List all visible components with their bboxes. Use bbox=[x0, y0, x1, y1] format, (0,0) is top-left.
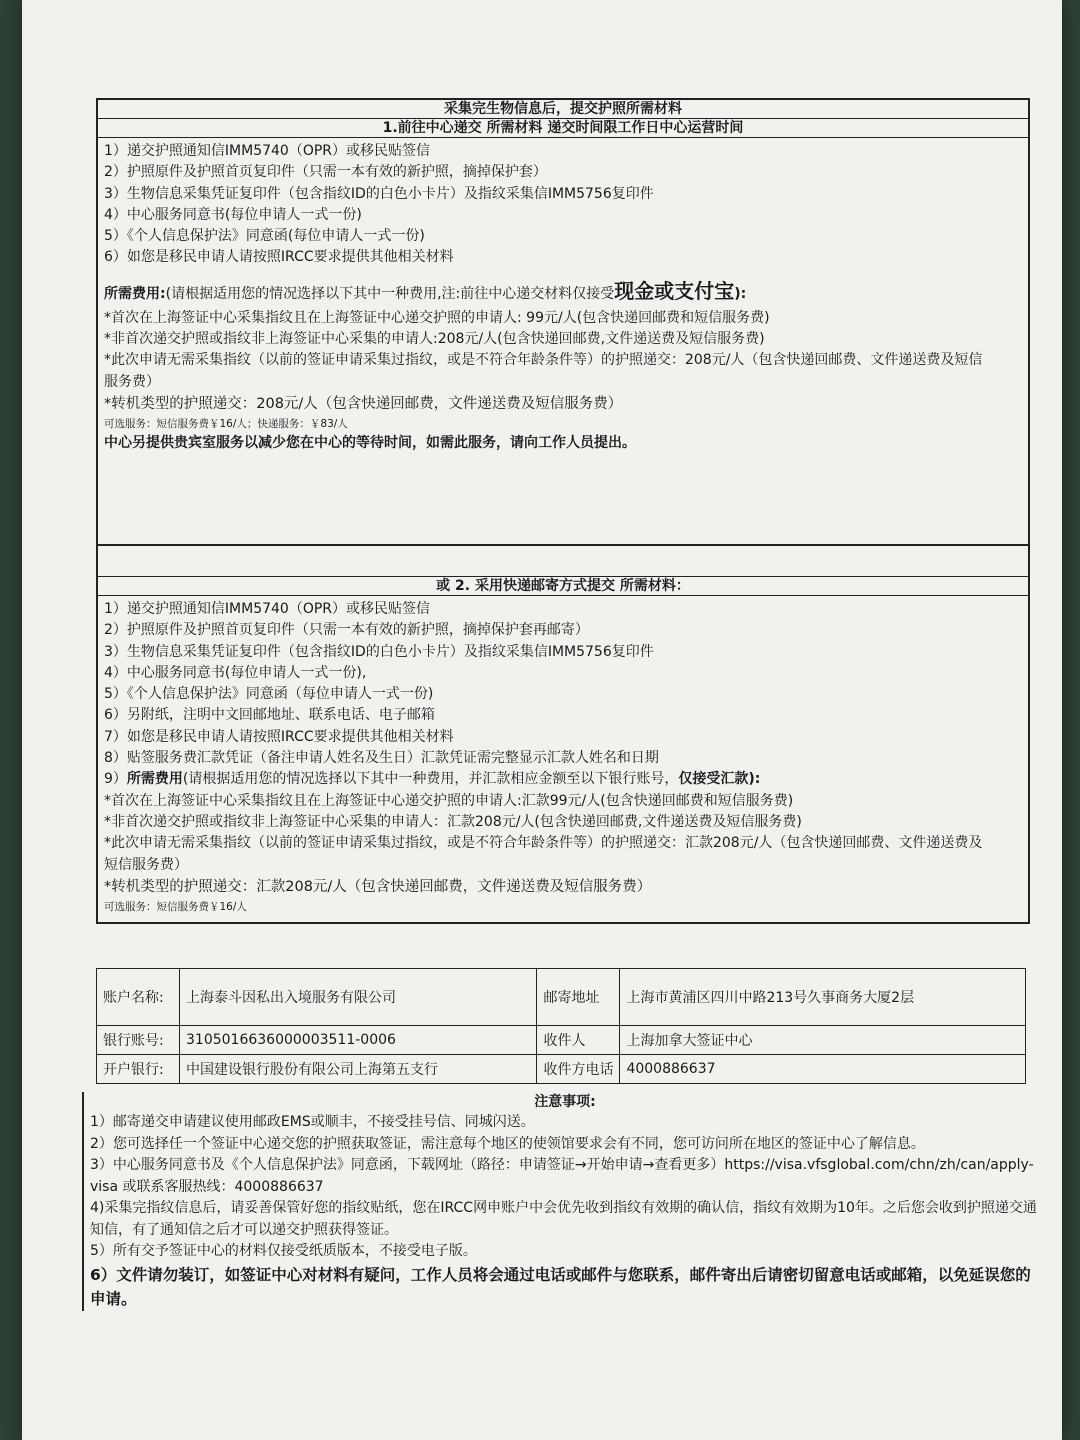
notes-section bbox=[82, 1092, 1040, 1311]
recipient-label: 收件人 bbox=[537, 1026, 620, 1055]
fee-payment-methods: 现金或支付宝 bbox=[614, 278, 735, 303]
fee-text: (请根据适用您的情况选择以下其中一种费用,注:前往中心递交材料仅接受 bbox=[165, 285, 615, 302]
sec2-item: 4）中心服务同意书(每位申请人一式一份), bbox=[104, 664, 367, 681]
table-row bbox=[97, 1055, 1026, 1084]
sec1-fee: *此次申请无需采集指纹（以前的签证申请采集过指纹，或是不符合年龄条件等）的护照递交：208元/人（包含快递回邮费、文件递送费及短信服务费） bbox=[104, 352, 983, 390]
fee-end: ): bbox=[734, 285, 747, 302]
sec1-item: 2）护照原件及护照首页复印件（只需一本有效的新护照，摘掉保护套） bbox=[104, 164, 547, 181]
sec1-item: 1）递交护照通知信IMM5740（OPR）或移民贴签信 bbox=[104, 143, 431, 159]
sec1-fee: *首次在上海签证中心采集指纹且在上海签证中心递交护照的申请人: 99元/人(包含快递回邮费和短信服务费) bbox=[104, 309, 770, 326]
sec2-item: 6）另附纸，注明中文回邮地址、联系电话、电子邮箱 bbox=[104, 707, 435, 724]
sec2-item: 3）生物信息采集凭证复印件（包含指纹ID的白色小卡片）及指纹采集信IMM5756复印件 bbox=[104, 643, 654, 660]
sec2-item: 7）如您是移民申请人请按照IRCC要求提供其他相关材料 bbox=[104, 728, 454, 745]
fee-label: 所需费用: bbox=[104, 285, 166, 302]
account-name-label: 账户名称: bbox=[97, 969, 180, 1026]
fee-payment-methods: 仅接受汇款 bbox=[678, 771, 749, 788]
note-item: 2）您可选择任一个签证中心递交您的护照获取签证，需注意每个地区的使领馆要求会有不同，您可访问所在地区的签证中心了解信息。 bbox=[90, 1135, 925, 1152]
document-page bbox=[22, 0, 1062, 1440]
account-no-label: 银行账号: bbox=[97, 1026, 180, 1055]
fee-number: 9） bbox=[104, 771, 127, 788]
account-name: 上海泰斗因私出入境服务有限公司 bbox=[180, 969, 537, 1026]
sec2-item: 5）《个人信息保护法》同意函（每位申请人一式一份) bbox=[104, 686, 434, 703]
sec1-fee: *非首次递交护照或指纹非上海签证中心采集的申请人:208元/人(包含快递回邮费,文件递送费及短信服务费) bbox=[104, 331, 765, 348]
sec1-item: 4）中心服务同意书(每位申请人一式一份) bbox=[104, 206, 362, 223]
sec2-fee: *首次在上海签证中心采集指纹且在上海签证中心递交护照的申请人:汇款99元/人(包含快递回邮费和短信服务费) bbox=[104, 792, 794, 809]
sec1-fee: *转机类型的护照递交：208元/人（包含快递回邮费，文件递送费及短信服务费） bbox=[104, 395, 623, 412]
table-row bbox=[97, 1026, 1026, 1055]
sec2-fee: *转机类型的护照递交：汇款208元/人（包含快递回邮费，文件递送费及短信服务费） bbox=[104, 878, 652, 895]
account-no: 3105016636000003511-0006 bbox=[180, 1026, 537, 1055]
sec2-optional-services: 可选服务：短信服务费￥16/人 bbox=[104, 900, 247, 913]
sec1-item: 3）生物信息采集凭证复印件（包含指纹ID的白色小卡片）及指纹采集信IMM5756复印件 bbox=[104, 185, 654, 202]
bank-label: 开户银行: bbox=[97, 1055, 180, 1084]
note-item: 1）邮寄递交申请建议使用邮政EMS或顺丰，不接受挂号信、同城闪送。 bbox=[90, 1114, 535, 1130]
sec1-item: 5）《个人信息保护法》同意函(每位申请人一式一份) bbox=[104, 228, 425, 245]
bank-name: 中国建设银行股份有限公司上海第五支行 bbox=[180, 1055, 537, 1084]
section1-title: 1.前往中心递交 所需材料 递交时间限工作日中心运营时间 bbox=[98, 119, 1028, 138]
sec1-item: 6）如您是移民申请人请按照IRCC要求提供其他相关材料 bbox=[104, 249, 454, 266]
mail-address: 上海市黄浦区四川中路213号久事商务大厦2层 bbox=[620, 969, 1026, 1026]
submission-form bbox=[96, 98, 1030, 924]
sec1-fee-intro bbox=[104, 277, 1022, 308]
bank-info-table bbox=[96, 968, 1026, 1084]
vip-service-note: 中心另提供贵宾室服务以减少您在中心的等待时间，如需此服务，请向工作人员提出。 bbox=[104, 434, 636, 451]
form-title: 采集完生物信息后，提交护照所需材料 bbox=[98, 100, 1028, 119]
sec2-fee-intro bbox=[104, 769, 1022, 790]
table-row bbox=[97, 969, 1026, 1026]
section1 bbox=[98, 138, 1028, 546]
sec2-fee: *非首次递交护照或指纹非上海签证中心采集的申请人：汇款208元/人(包含快递回邮费,文件递送费及短信服务费) bbox=[104, 813, 802, 830]
section2-title: 或 2. 采用快递邮寄方式提交 所需材料： bbox=[98, 576, 1028, 596]
sec1-optional-services: 可选服务：短信服务费￥16/人；快递服务：￥83/人 bbox=[104, 417, 348, 430]
section2 bbox=[98, 596, 1028, 922]
sec2-item: 2）护照原件及护照首页复印件（只需一本有效的新护照，摘掉保护套再邮寄） bbox=[104, 622, 589, 639]
recipient-phone: 4000886637 bbox=[620, 1055, 1026, 1084]
sec2-fee: *此次申请无需采集指纹（以前的签证申请采集过指纹，或是不符合年龄条件等）的护照递交：汇款208元/人（包含快递回邮费、文件递送费及短信服务费） bbox=[104, 835, 983, 873]
notes-title: 注意事项: bbox=[534, 1094, 596, 1110]
sec2-item: 1）递交护照通知信IMM5740（OPR）或移民贴签信 bbox=[104, 601, 431, 617]
fee-text: (请根据适用您的情况选择以下其中一种费用，并汇款相应金额至以下银行账号， bbox=[182, 771, 679, 788]
note-item: 6）文件请勿装订，如签证中心对材料有疑问，工作人员将会通过电话或邮件与您联系，邮件寄出后请密切留意电话或邮箱，以免延误您的申请。 bbox=[90, 1265, 1031, 1308]
note-item: 3）中心服务同意书及《个人信息保护法》同意函，下载网址（路径：申请签证→开始申请→查看更多）https://visa.vfsglobal.com/chn/zh/can/apply-visa 或联系客服热线：4000886637 bbox=[90, 1157, 1034, 1195]
sec2-item: 8）贴签服务费汇款凭证（备注申请人姓名及生日）汇款凭证需完整显示汇款人姓名和日期 bbox=[104, 750, 659, 767]
phone-label: 收件方电话 bbox=[537, 1055, 620, 1084]
fee-end: ): bbox=[748, 771, 761, 788]
note-item: 5）所有交予签证中心的材料仅接受纸质版本，不接受电子版。 bbox=[90, 1243, 477, 1259]
recipient: 上海加拿大签证中心 bbox=[620, 1026, 1026, 1055]
note-item: 4)采集完指纹信息后，请妥善保管好您的指纹贴纸，您在IRCC网申账户中会优先收到指纹有效期的确认信，指纹有效期为10年。之后您会收到护照递交通知信，有了通知信之后才可以递交护照获得签证。 bbox=[90, 1200, 1037, 1238]
mail-address-label: 邮寄地址 bbox=[537, 969, 620, 1026]
fee-label: 所需费用 bbox=[126, 771, 183, 788]
